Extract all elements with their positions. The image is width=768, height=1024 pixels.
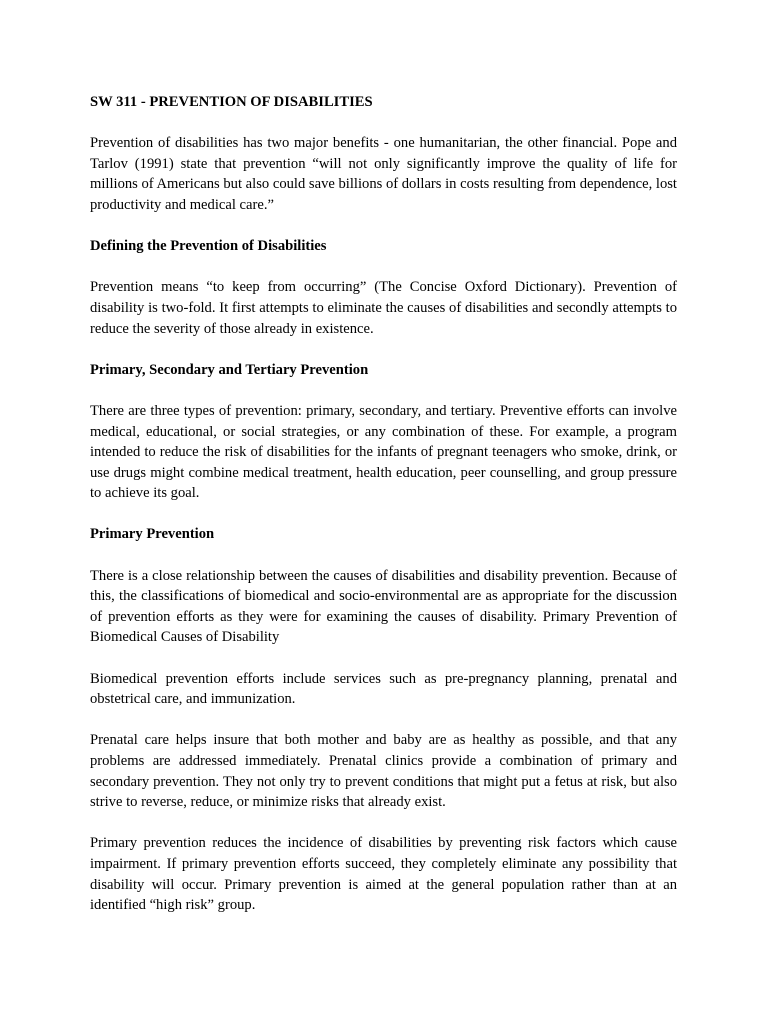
document-title: SW 311 - PREVENTION OF DISABILITIES: [90, 94, 373, 110]
section-heading-defining: Defining the Prevention of Disabilities: [90, 238, 327, 255]
intro-paragraph: Prevention of disabilities has two major benefits - one humanitarian, the other financial. Pope and Tarlov (1991) state that prevention “will not only significantly improve the quality of life for millions of Americans but also could save billions of dollars in costs resulting from dependence, lost productivity and medical care.”: [90, 135, 677, 213]
primary-paragraph-4: Primary prevention reduces the incidence of disabilities by preventing risk factors which cause impairment. If primary prevention efforts succeed, they completely eliminate any possibility that disability will occur. Primary prevention is aimed at the general population rather than at an identified “high risk” group.: [90, 835, 677, 914]
primary-paragraph-1: There is a close relationship between the causes of disabilities and disability prevention. Because of this, the classifications of biomedical and socio-environmental are as appropriate for the discussion of prevention efforts as they were for examining the causes of disability. Primary Prevention of Biomedical Causes of Disability: [90, 567, 677, 646]
primary-paragraph-2: Biomedical prevention efforts include services such as pre-pregnancy planning, prenatal and obstetrical care, and immunization.: [90, 670, 677, 708]
defining-paragraph: Prevention means “to keep from occurring” (The Concise Oxford Dictionary). Prevention of disability is two-fold. It first attempts to eliminate the causes of disabilities and secondly attempts to reduce the severity of those already in existence.: [90, 279, 677, 337]
document-page: [90, 92, 677, 936]
section-heading-types: Primary, Secondary and Tertiary Prevention: [90, 361, 369, 378]
section-heading-primary: Primary Prevention: [90, 526, 215, 543]
primary-paragraph-3: Prenatal care helps insure that both mother and baby are as healthy as possible, and that any problems are addressed immediately. Prenatal clinics provide a combination of primary and secondary prevention. They not only try to prevent conditions that might put a fetus at risk, but also strive to reverse, reduce, or minimize risks that already exist.: [90, 732, 677, 811]
types-paragraph: There are three types of prevention: primary, secondary, and tertiary. Preventive efforts can involve medical, educational, or social strategies, or any combination of these. For example, a program intended to reduce the risk of disabilities for the infants of pregnant teenagers who smoke, drink, or use drugs might combine medical treatment, health education, peer counselling, and group pressure to achieve its goal.: [90, 402, 677, 502]
